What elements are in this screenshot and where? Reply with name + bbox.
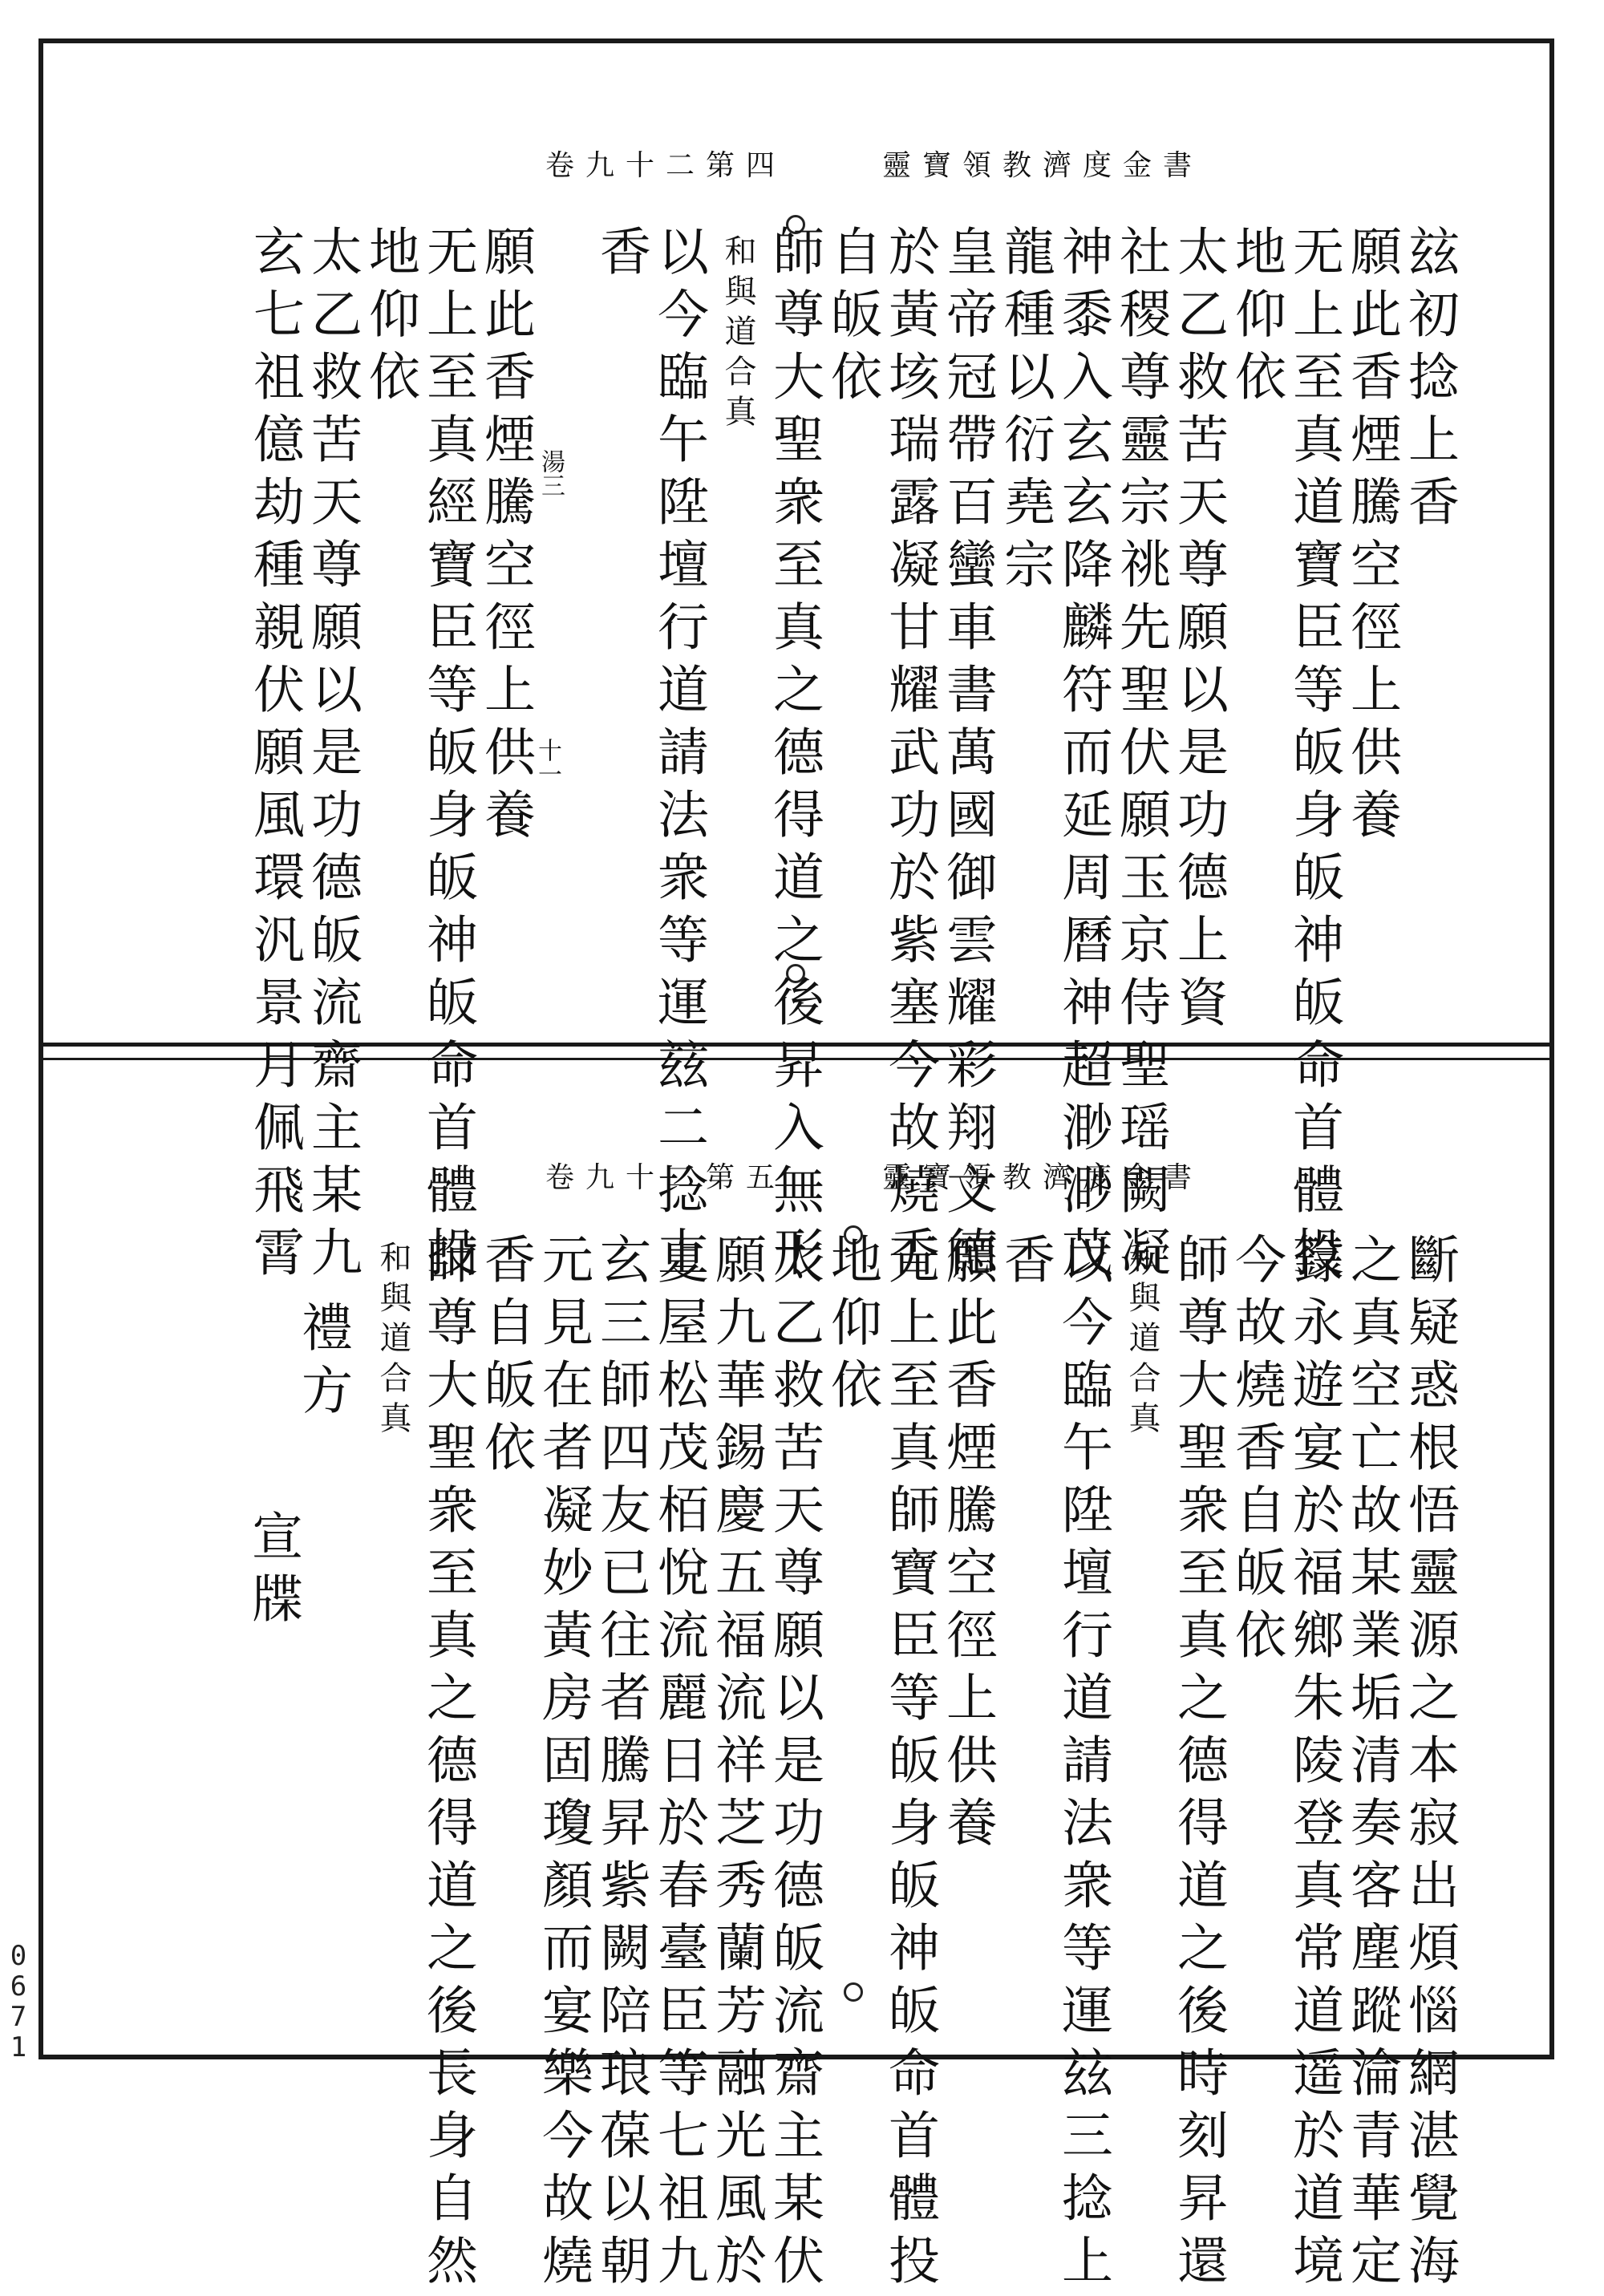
bottom-col-6: 和與道合真	[1124, 1241, 1160, 1441]
bottom-col-12: 太乙救苦天尊願以是功德皈流齋主某伏	[764, 1233, 824, 2296]
bottom-circle-mark-2	[844, 1982, 863, 2002]
page-number: 0671	[10, 1940, 27, 2063]
top-col-20: 玄七祖億劫種親伏願風環汎景月佩飛霄	[245, 225, 304, 1288]
bottom-col-10: 无上至真師寶臣等皈身皈神皈命首體投	[880, 1233, 939, 2296]
bottom-col-3: 籙永遊宴於福鄉朱陵登真常道遥於道境	[1284, 1233, 1343, 2296]
top-header-volume: 卷九十二第四	[545, 149, 787, 182]
top-col-19: 太乙救苦天尊願以是功德皈流齋主某九	[302, 225, 362, 1288]
bottom-col-20: 禮方	[293, 1301, 352, 1426]
bottom-col-18: 師尊大聖衆至真之德得道之後長身自然	[418, 1233, 477, 2296]
bottom-col-15: 玄三師四友已往者騰昇紫闕陪琅葆以朝	[591, 1233, 650, 2296]
top-col-5: 太乙救苦天尊願以是功德上資	[1169, 225, 1228, 1038]
top-col-14: 以今臨午陞壇行道請法衆等運玆二捻上	[649, 225, 708, 1288]
bottom-header-volume: 卷九十二第五	[545, 1161, 787, 1194]
bottom-col-1: 斷疑惑根悟靈源之本寂出煩惱網湛覺海	[1399, 1233, 1459, 2296]
bottom-col-4: 今故燒香自皈依	[1226, 1233, 1286, 1670]
top-col-8: 龍種以衍堯宗	[995, 225, 1055, 600]
top-col-7: 神黍入玄玄降麟符而延周曆神超渺渺茂	[1053, 225, 1112, 1288]
bottom-col-9: 願此香煙騰空徑上供養	[938, 1233, 997, 1858]
bottom-col-16: 元見在者凝妙黃房固瓊顏而宴樂今故燒	[533, 1233, 593, 2296]
bottom-col-11: 地仰依	[822, 1233, 881, 1420]
bottom-col-2: 之真空亡故某業垢清奏客塵蹤淪青華定	[1342, 1233, 1401, 2296]
top-header-title: 靈寶領教濟度金書	[882, 149, 1204, 182]
bottom-col-21: 宣牒	[243, 1509, 302, 1634]
bottom-col-8: 香	[995, 1233, 1055, 1295]
bottom-header-title: 靈寶領教濟度金書	[882, 1161, 1204, 1194]
top-note-tang: 湯三	[537, 449, 565, 497]
top-col-11: 自皈依	[822, 225, 881, 412]
bottom-col-13: 願九華錫慶五福流祥芝秀蘭芳融光風於	[707, 1233, 766, 2296]
bottom-panel	[48, 1060, 1545, 2296]
top-col-9: 皇帝冠帶百蠻車書萬國御雲耀彩翔文德	[938, 225, 997, 1288]
top-col-17: 无上至真經寶臣等皈身皈神皈命首體投	[418, 225, 477, 1288]
bottom-col-14: 夏屋松茂栢悅流麗日於春臺臣等七祖九	[649, 1233, 708, 2296]
top-note-num: 十一	[533, 738, 561, 786]
top-col-6: 社稷尊靈宗祧先聖伏願玉京侍聖瑶闕凝	[1111, 225, 1170, 1288]
bottom-col-5: 師尊大聖衆至真之德得道之後時刻昇還	[1169, 1233, 1228, 2296]
bottom-col-17: 香自皈依	[476, 1233, 535, 1483]
top-col-4: 地仰依	[1226, 225, 1286, 412]
bottom-col-7: 以今臨午陞壇行道請法衆等運玆三捻上	[1053, 1233, 1112, 2296]
top-col-16: 願此香煙騰空徑上供養	[476, 225, 535, 850]
top-col-2: 願此香煙騰空徑上供養	[1342, 225, 1401, 850]
top-col-1: 玆初捻上香	[1399, 225, 1459, 537]
top-col-12: 師尊大聖衆至真之德得道之後昇入無形	[764, 225, 824, 1288]
top-col-18: 地仰依	[360, 225, 419, 412]
top-col-15: 香	[591, 225, 650, 287]
bottom-col-19: 和與道合真	[375, 1241, 411, 1441]
top-col-13: 和與道合真	[719, 234, 756, 435]
top-col-3: 无上至真道寶臣等皈身皈神皈命首體投	[1284, 225, 1343, 1288]
top-col-10: 於黃垓瑞露凝甘耀武功於紫塞今故燒香	[880, 225, 939, 1288]
